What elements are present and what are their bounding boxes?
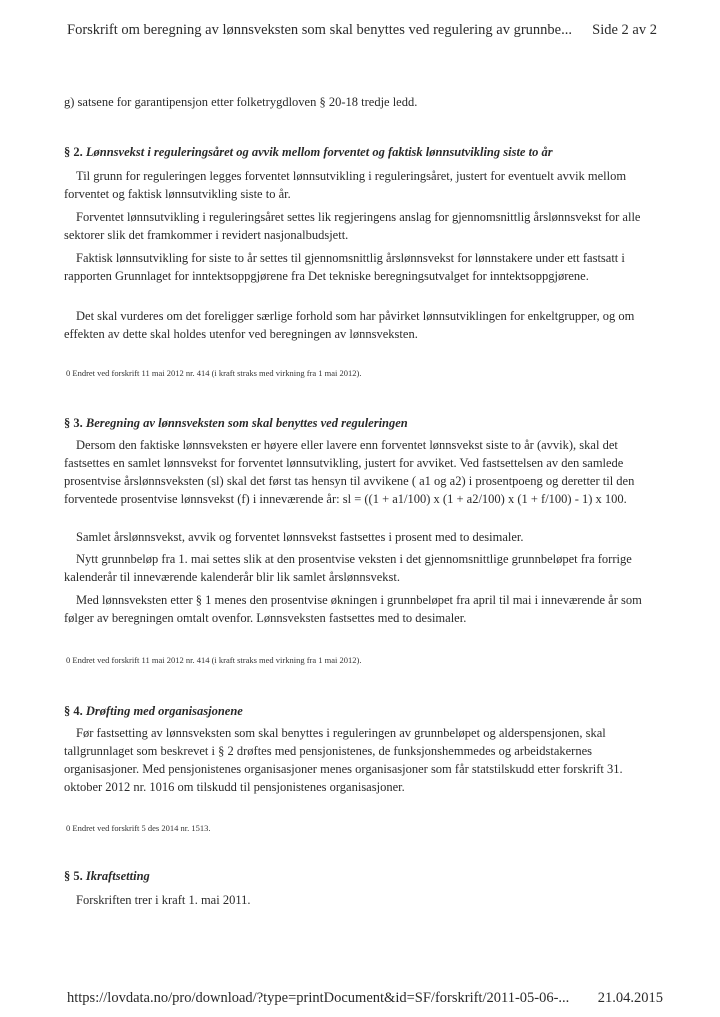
section-3-paragraph: Nytt grunnbeløp fra 1. mai settes slik at den prosentvise veksten i det gjennomsnittlige grunnbeløpet fra forrige kalenderår til inneværende kalenderår blir lik samlet årslønnsvekst.: [64, 552, 632, 584]
section-3-paragraph: Med lønnsveksten etter § 1 menes den prosentvise økningen i grunnbeløpet fra april til mai i inneværende år som følger av beregningen omtalt ovenfor. Lønnsveksten fastsettes med to desimaler.: [64, 593, 642, 625]
section-3-paragraph: Samlet årslønnsvekst, avvik og forventet lønnsvekst fastsettes i prosent med to desimaler.: [76, 530, 524, 544]
section-2-paragraph: Det skal vurderes om det foreligger særlige forhold som har påvirket lønnsutviklingen for enkeltgrupper, og om effekten av dette skal holdes utenfor ved beregningen av lønnsveksten.: [64, 309, 635, 341]
section-2-heading: § 2. Lønnsvekst i reguleringsåret og avvik mellom forventet og faktisk lønnsutvikling siste to år: [64, 145, 553, 159]
section-2-paragraph: Forventet lønnsutvikling i reguleringsåret settes lik regjeringens anslag for gjennomsnittlig årslønnsvekst for alle sektorer slik det framkommer i revidert nasjonalbudsjett.: [64, 210, 641, 242]
document-title: Forskrift om beregning av lønnsveksten som skal benyttes ved regulering av grunnbe...: [67, 22, 572, 38]
section-3-paragraph: Dersom den faktiske lønnsveksten er høyere eller lavere enn forventet lønnsvekst siste to år (avvik), skal det fastsettes en samlet lønnsvekst for forventet lønnsutvikling, justert for avviket. Ved fastsettelsen av den samlede prosentvise årslønnsveksten (sl) skal det først tas hensyn til avvikene ( a1 og a2) i prosentpoeng og deretter til den forventede prosentvise lønnsvekst (f) i inneværende år: sl = ((1 + a1/100) x (1 + a2/100) x (1 + f/100) - 1) x 100.: [64, 438, 635, 506]
section-4-heading: § 4. Drøfting med organisasjonene: [64, 704, 243, 718]
print-date: 21.04.2015: [597, 990, 663, 1006]
section-2-paragraph: Faktisk lønnsutvikling for siste to år settes til gjennomsnittlig årslønnsvekst for lønnstakere under ett fastsatt i rapporten Grunnlaget for inntektsoppgjørene fra Det tekniske beregningsutvalget for inntektsoppgjørene.: [64, 251, 625, 283]
section-3-heading: § 3. Beregning av lønnsveksten som skal benyttes ved reguleringen: [64, 416, 408, 430]
section-3-note: 0 Endret ved forskrift 11 mai 2012 nr. 414 (i kraft straks med virkning fra 1 mai 2012).: [66, 655, 362, 665]
intro-line: g) satsene for garantipensjon etter folketrygdloven § 20-18 tredje ledd.: [64, 95, 418, 109]
section-2-note: 0 Endret ved forskrift 11 mai 2012 nr. 414 (i kraft straks med virkning fra 1 mai 2012).: [66, 368, 362, 378]
page-number: Side 2 av 2: [592, 22, 657, 38]
page-header: [67, 22, 657, 39]
section-5-paragraph: Forskriften trer i kraft 1. mai 2011.: [76, 893, 251, 907]
section-4-paragraph: Før fastsetting av lønnsveksten som skal benyttes i reguleringen av grunnbeløpet og alderspensjonen, skal tallgrunnlaget som beskrevet i § 2 drøftes med pensjonistenes, de funksjonshemmedes og arbeidstakernes organisasjoner. Med pensjonistenes organisasjoner menes organisasjoner som får statstilskudd etter forskrift 31. oktober 2012 nr. 1016 om tilskudd til pensjonistenes organisasjoner.: [64, 726, 623, 794]
page-footer: [67, 990, 663, 1007]
source-url: https://lovdata.no/pro/download/?type=printDocument&id=SF/forskrift/2011-05-06-...: [67, 990, 570, 1006]
section-4-note: 0 Endret ved forskrift 5 des 2014 nr. 1513.: [66, 823, 211, 833]
section-5-heading: § 5. Ikraftsetting: [64, 869, 150, 883]
section-2-paragraph: Til grunn for reguleringen legges forventet lønnsutvikling i reguleringsåret, justert for eventuelt avvik mellom forventet og faktisk lønnsutvikling siste to år.: [64, 169, 627, 201]
